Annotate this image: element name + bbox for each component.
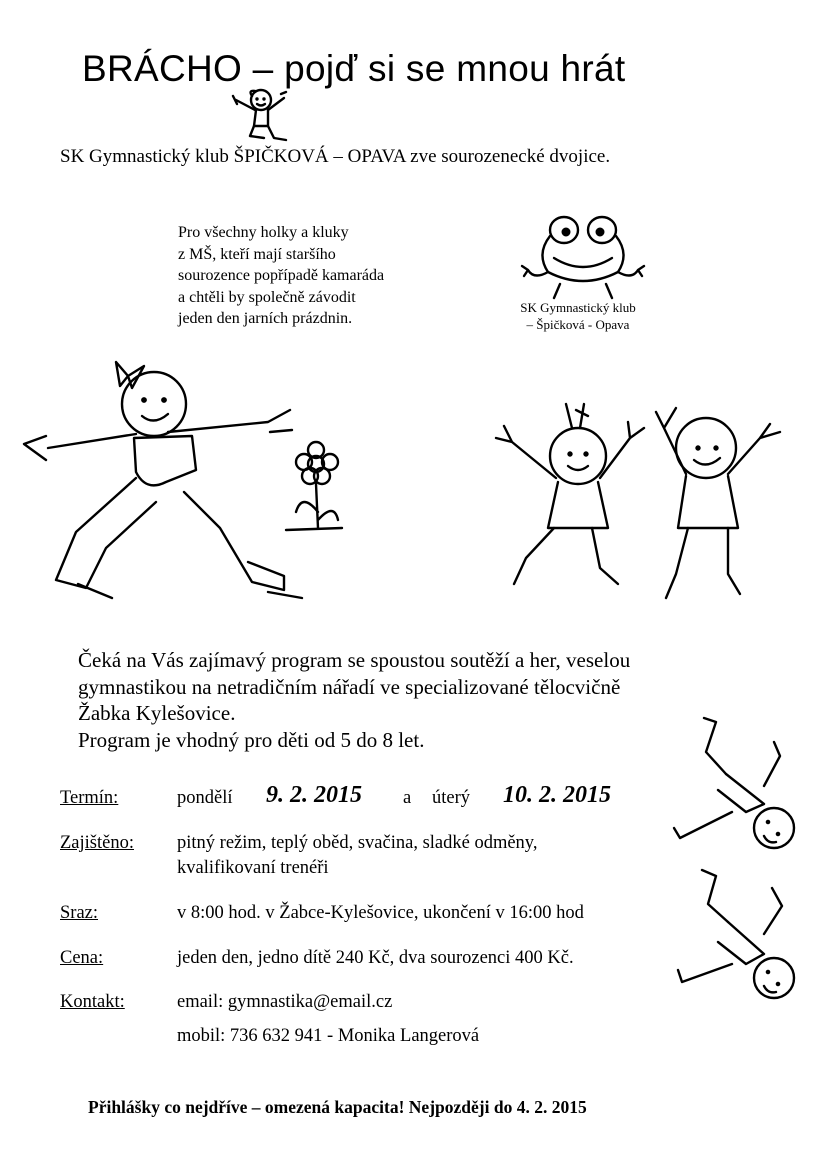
subtitle: SK Gymnastický klub ŠPIČKOVÁ – OPAVA zve sourozenecké dvojice.: [60, 146, 611, 167]
zajisteno-label: Zajištěno:: [60, 833, 134, 853]
club-logo-line: – Špičková - Opava: [526, 317, 630, 332]
cartwheel-kids-illustration: [668, 712, 818, 1012]
program-line: Žabka Kylešovice.: [78, 701, 236, 725]
sraz-row: [60, 903, 670, 929]
intro-text: [178, 222, 384, 330]
cena-row: [60, 948, 670, 974]
termin-day1: pondělí: [177, 788, 233, 808]
program-line: Program je vhodný pro děti od 5 do 8 let.: [78, 727, 425, 752]
registration-notice: Přihlášky co nejdříve – omezená kapacita! Nejpozději do 4. 2. 2015: [88, 1097, 587, 1117]
termin-day2: úterý: [432, 788, 471, 808]
termin-connector: a: [403, 788, 412, 808]
program-line: Čeká na Vás zajímavý program se spoustou soutěží a her, veselou: [78, 648, 631, 672]
program-description: [78, 647, 630, 753]
kontakt-email: email: gymnastika@email.cz: [177, 992, 393, 1012]
kontakt-mobile: mobil: 736 632 941 - Monika Langerová: [177, 1026, 480, 1046]
cena-value: jeden den, jedno dítě 240 Kč, dva sourozenci 400 Kč.: [177, 948, 574, 968]
jumping-kids-illustration: [488, 398, 788, 608]
gymnast-girl-illustration: [16, 352, 346, 612]
frog-logo: [520, 210, 646, 302]
zajisteno-row: [60, 833, 660, 883]
program-line: gymnastikou na netradičním nářadí ve specializované tělocvičně: [78, 674, 621, 699]
intro-line: Pro všechny holky a kluky: [178, 224, 349, 241]
kneeling-child-illustration: [228, 86, 294, 146]
intro-line: jeden den jarních prázdnin.: [178, 310, 353, 327]
zajisteno-line2: kvalifikovaní trenéři: [177, 858, 329, 878]
intro-line: sourozence popřípadě kamaráda: [178, 267, 385, 284]
club-logo-caption: [513, 299, 643, 333]
kontakt-label: Kontakt:: [60, 992, 125, 1012]
zajisteno-line1: pitný režim, teplý oběd, svačina, sladké odměny,: [177, 833, 538, 853]
intro-line: a chtěli by společně závodit: [178, 288, 356, 306]
termin-date1: 9. 2. 2015: [266, 782, 362, 808]
cena-label: Cena:: [60, 948, 104, 968]
page-title: BRÁCHO – pojď si se mnou hrát: [82, 48, 626, 89]
kontakt-row: [60, 992, 660, 1052]
intro-line: z MŠ, kteří mají staršího: [178, 245, 336, 263]
sraz-value: v 8:00 hod. v Žabce-Kylešovice, ukončení v 16:00 hod: [177, 903, 584, 923]
termin-label: Termín:: [60, 788, 119, 808]
club-logo-line: SK Gymnastický klub: [520, 300, 636, 315]
termin-row: [60, 782, 660, 818]
sraz-label: Sraz:: [60, 903, 99, 923]
termin-date2: 10. 2. 2015: [503, 782, 611, 808]
